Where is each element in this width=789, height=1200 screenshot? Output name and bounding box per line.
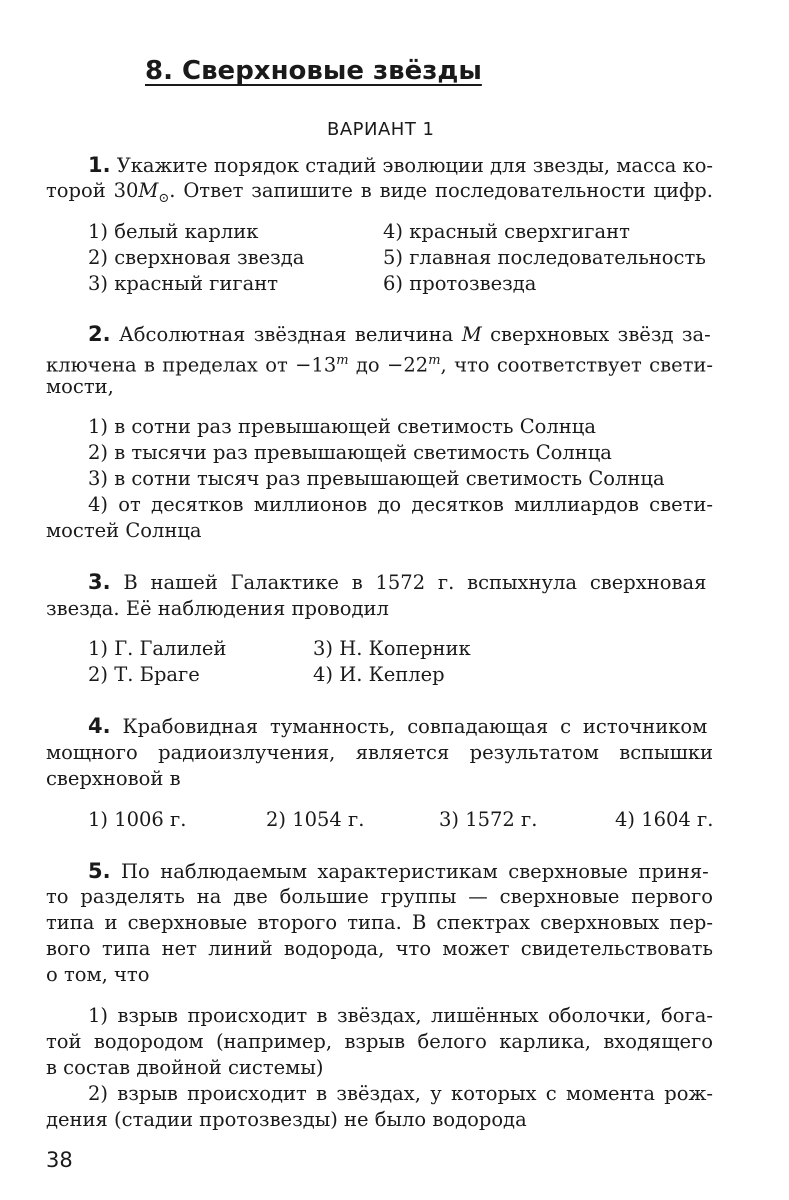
q5-option-1-continued-2: в состав двойной системы) — [46, 1056, 324, 1079]
variant-heading: ВАРИАНТ 1 — [327, 119, 435, 140]
q1-option-6: 6) протозвезда — [383, 272, 537, 295]
q4-option-4: 4) 1604 г. — [615, 808, 714, 831]
q4-option-3: 3) 1572 г. — [439, 808, 538, 831]
magnitude-from: ключена в пределах от −13 — [46, 353, 337, 377]
q2-option-1: 1) в сотни раз превышающей светимость Солнца — [88, 415, 596, 438]
page-number: 38 — [46, 1148, 73, 1172]
q4-option-2: 2) 1054 г. — [266, 808, 365, 831]
question-2-text-2: , что соответствует свети- — [440, 353, 713, 377]
question-5-line-1 — [88, 858, 709, 885]
question-2-text-1a: Абсолютная звёздная величина — [119, 323, 462, 346]
magnitude-unit-1: m — [336, 353, 349, 368]
question-4-text-1: Крабовидная туманность, совпадающая с источником — [122, 715, 708, 738]
question-1-line-1 — [88, 152, 713, 179]
q5-option-1-continued-1: той водородом (например, взрыв белого карлика, входящего — [46, 1030, 713, 1053]
question-1-number: 1. — [88, 153, 111, 177]
q1-option-2: 2) сверхновая звезда — [88, 246, 305, 269]
q5-option-2-continued: дения (стадии протозвезды) не было водорода — [46, 1108, 527, 1131]
q1-option-5: 5) главная последовательность — [383, 246, 706, 269]
q3-option-2: 2) Т. Браге — [88, 663, 200, 686]
q3-option-1: 1) Г. Галилей — [88, 637, 227, 660]
q2-option-2: 2) в тысячи раз превышающей светимость Солнца — [88, 441, 612, 464]
magnitude-symbol: M — [461, 323, 482, 346]
question-3-line-1 — [88, 569, 706, 596]
magnitude-to: до −22 — [348, 353, 429, 377]
q1-option-4: 4) красный сверхгигант — [383, 220, 630, 243]
q1-option-3: 3) красный гигант — [88, 272, 278, 295]
question-3-line-2: звезда. Её наблюдения проводил — [46, 597, 389, 620]
q5-option-2: 2) взрыв происходит в звёздах, у которых с момента рож- — [88, 1082, 714, 1105]
question-3-number: 3. — [88, 570, 111, 594]
question-1-text-2: . Ответ запишите в виде последовательности цифр. — [169, 179, 713, 202]
question-5-text-1: По наблюдаемым характеристикам сверхновые приня- — [121, 860, 709, 883]
question-1-text-1: Укажите порядок стадий эволюции для звезды, масса ко- — [116, 154, 713, 177]
question-5-line-2: то разделять на две большие группы — сверхновые первого — [46, 885, 713, 908]
question-5-line-3: типа и сверхновые второго типа. В спектрах сверхновых пер- — [46, 911, 713, 934]
question-2-line-1 — [88, 321, 711, 348]
question-2-line-2 — [46, 348, 713, 379]
q5-option-1: 1) взрыв происходит в звёздах, лишённых оболочки, бога- — [88, 1004, 713, 1027]
q1-option-1: 1) белый карлик — [88, 220, 259, 243]
q4-option-1: 1) 1006 г. — [88, 808, 187, 831]
question-4-line-2: мощного радиоизлучения, является результатом вспышки — [46, 741, 714, 764]
q2-option-3: 3) в сотни тысяч раз превышающей светимость Солнца — [88, 467, 665, 490]
solar-mass-symbol: M — [138, 179, 159, 202]
question-4-line-1 — [88, 713, 707, 740]
question-5-line-5: о том, что — [46, 963, 150, 986]
question-5-number: 5. — [88, 859, 111, 883]
question-2-number: 2. — [88, 322, 111, 346]
question-5-line-4: вого типа нет линий водорода, что может свидетельствовать — [46, 937, 713, 960]
sun-symbol-subscript: ⊙ — [158, 190, 170, 206]
q2-option-4: 4) от десятков миллионов до десятков миллиардов свети- — [88, 493, 713, 516]
question-3-text-1: В нашей Галактике в 1572 г. вспыхнула сверхновая — [123, 571, 707, 594]
question-2-line-3: мости, — [46, 375, 114, 398]
q3-option-3: 3) Н. Коперник — [313, 637, 471, 660]
magnitude-unit-2: m — [428, 353, 441, 368]
question-4-line-3: сверхновой в — [46, 767, 181, 790]
question-1-line-2 — [46, 178, 713, 212]
question-4-number: 4. — [88, 714, 111, 738]
q3-option-4: 4) И. Кеплер — [313, 663, 445, 686]
question-1-mass-prefix: торой 30 — [46, 179, 139, 202]
section-title: 8. Сверхновые звёзды — [145, 56, 482, 86]
q2-option-4-continued: мостей Солнца — [46, 519, 202, 542]
question-2-text-1b: сверхновых звёзд за- — [481, 323, 711, 346]
